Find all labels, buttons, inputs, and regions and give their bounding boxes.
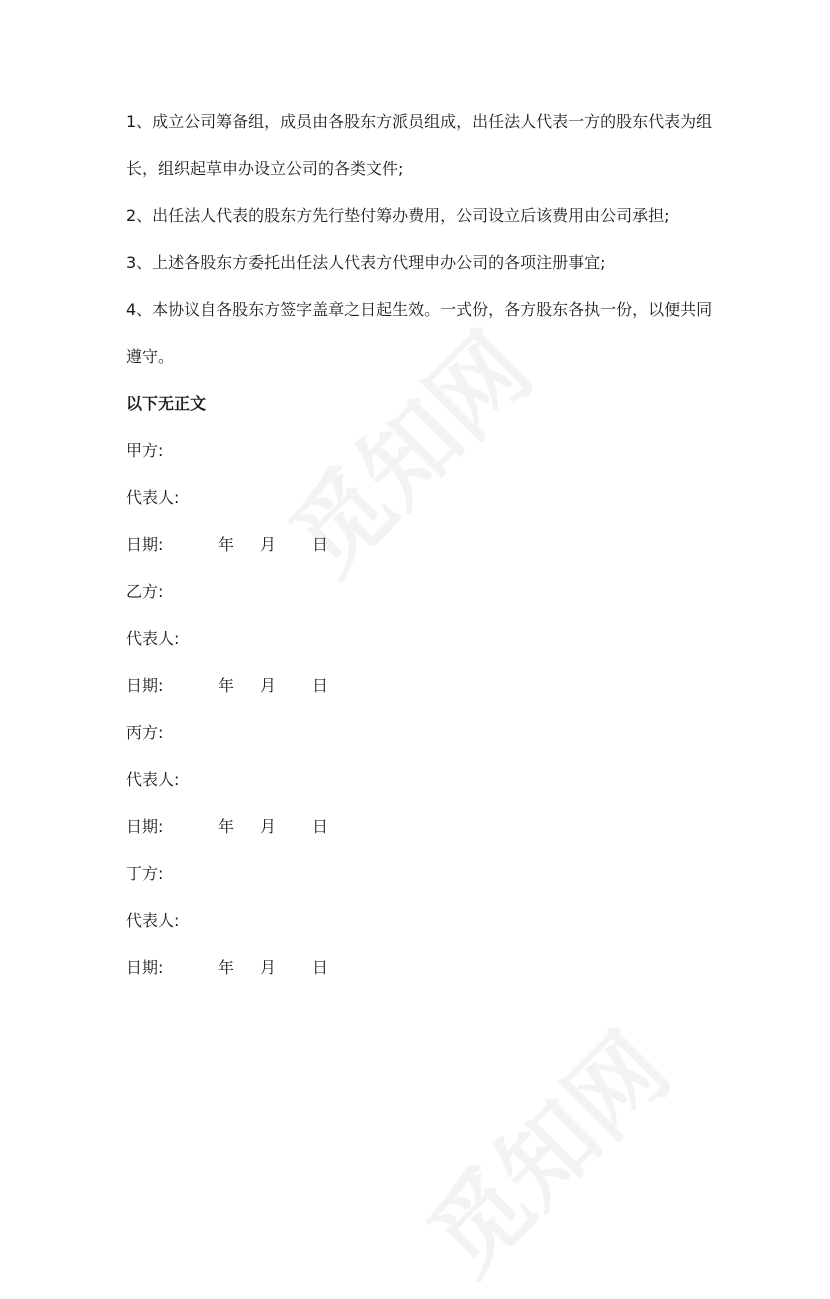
date-label: 日期: — [126, 535, 164, 554]
date-month: 月 — [260, 535, 277, 554]
representative-label: 代表人: — [126, 629, 180, 648]
date-day: 日 — [312, 817, 329, 836]
date-year: 年 — [218, 958, 235, 977]
date-line — [126, 803, 716, 850]
watermark — [394, 998, 695, 1299]
document-body — [126, 98, 716, 991]
party-block-b — [126, 568, 716, 709]
clause-3: 3、上述各股东方委托出任法人代表方代理申办公司的各项注册事宜; — [126, 253, 606, 272]
representative-label: 代表人: — [126, 911, 180, 930]
representative-label: 代表人: — [126, 770, 180, 789]
date-label: 日期: — [126, 958, 164, 977]
date-month: 月 — [260, 958, 277, 977]
clause-4: 4、本协议自各股东方签字盖章之日起生效。一式份，各方股东各执一份，以便共同遵守。 — [126, 300, 713, 366]
date-line — [126, 662, 716, 709]
date-month: 月 — [260, 676, 277, 695]
date-month: 月 — [260, 817, 277, 836]
date-label: 日期: — [126, 676, 164, 695]
party-block-d — [126, 850, 716, 991]
date-year: 年 — [218, 817, 235, 836]
date-year: 年 — [218, 676, 235, 695]
party-label: 甲方: — [126, 441, 164, 460]
clause-2: 2、出任法人代表的股东方先行垫付筹办费用，公司设立后该费用由公司承担; — [126, 206, 670, 225]
clause-1: 1、成立公司筹备组，成员由各股东方派员组成，出任法人代表一方的股东代表为组长，组织起草申办设立公司的各类文件; — [126, 112, 713, 178]
end-note: 以下无正文 — [126, 394, 207, 413]
date-line — [126, 521, 716, 568]
party-block-c — [126, 709, 716, 850]
date-day: 日 — [312, 676, 329, 695]
date-day: 日 — [312, 958, 329, 977]
party-label: 乙方: — [126, 582, 164, 601]
date-label: 日期: — [126, 817, 164, 836]
party-block-a — [126, 427, 716, 568]
representative-label: 代表人: — [126, 488, 180, 507]
party-label: 丁方: — [126, 864, 164, 883]
party-label: 丙方: — [126, 723, 164, 742]
date-line — [126, 944, 716, 991]
date-year: 年 — [218, 535, 235, 554]
date-day: 日 — [312, 535, 329, 554]
